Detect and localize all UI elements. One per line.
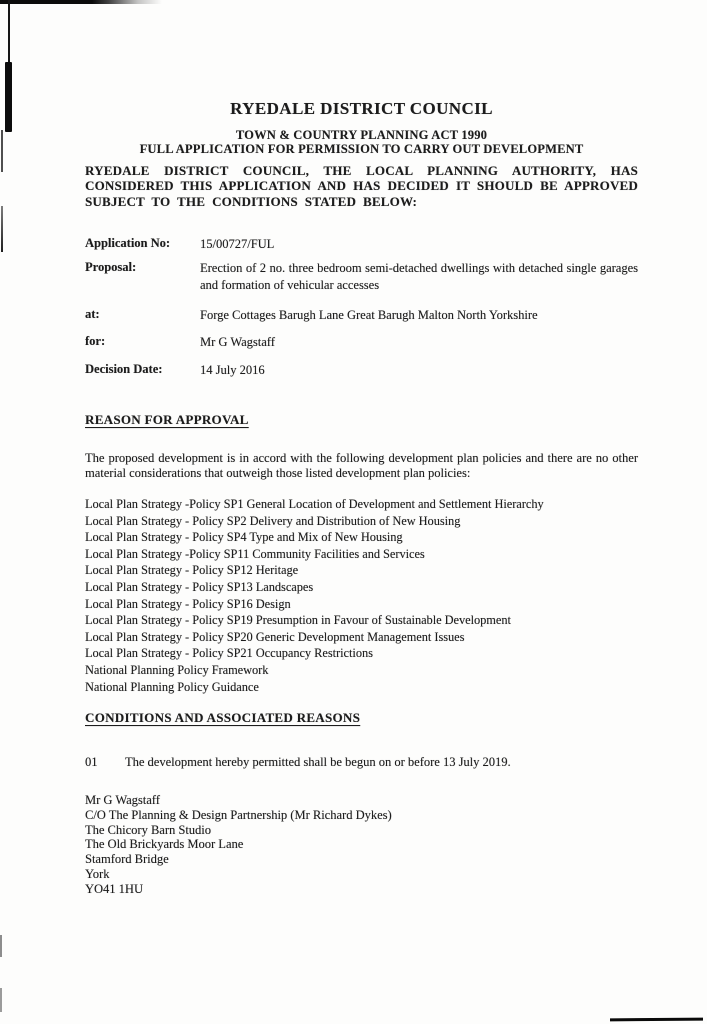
detail-row-proposal [85,260,638,293]
condition-text: The development hereby permitted shall be begun on or before 13 July 2019. [125,755,511,769]
decision-statement: RYEDALE DISTRICT COUNCIL, THE LOCAL PLANNING AUTHORITY, HAS CONSIDERED THIS APPLICATION AND HAS DECIDED IT SHOULD BE APPROVED SUBJECT TO THE CONDITIONS STATED BELOW: [85,163,638,209]
policy-item: Local Plan Strategy - Policy SP13 Landscapes [85,579,314,594]
policy-item: Local Plan Strategy - Policy SP12 Heritage [85,563,299,578]
at-value: Forge Cottages Barugh Lane Great Barugh Malton North Yorkshire [200,308,538,322]
decision-date-label: Decision Date: [85,362,163,376]
scan-artifact-left-blob [5,62,12,132]
detail-row-for [85,334,638,351]
address-line: The Chicory Barn Studio [85,822,212,837]
address-line: Mr G Wagstaff [85,793,160,807]
at-label: at: [85,307,100,321]
scan-artifact-bottom-bar [610,1018,703,1022]
address-line: The Old Brickyards Moor Lane [85,837,244,852]
policy-item: Local Plan Strategy -Policy SP11 Community Facilities and Services [85,546,425,561]
policy-item: Local Plan Strategy - Policy SP19 Presumption in Favour of Sustainable Development [85,613,511,628]
policy-item: Local Plan Strategy -Policy SP1 General Location of Development and Settlement Hierarchy [85,497,544,511]
scan-artifact-left-line [8,0,10,64]
council-title: RYEDALE DISTRICT COUNCIL [230,99,493,118]
recipient-address [85,793,392,897]
condition-number: 01 [85,755,98,769]
scan-artifact-left-segment [1,206,3,252]
reason-paragraph: The proposed development is in accord with the following development plan policies and there are no other material considerations that outweigh those listed development plan policies: [85,451,638,481]
policy-item: Local Plan Strategy - Policy SP20 Generic Development Management Issues [85,629,465,644]
detail-row-at [85,307,638,324]
scan-artifact-left-thin [1,130,3,172]
policy-list [85,496,650,695]
address-line: Stamford Bridge [85,852,169,867]
policy-item: Local Plan Strategy - Policy SP4 Type and Mix of New Housing [85,530,403,545]
scan-artifact-top-edge [0,0,162,4]
scan-artifact-left-lower-1 [0,935,2,957]
proposal-label: Proposal: [85,260,137,274]
reason-for-approval-heading: REASON FOR APPROVAL [85,412,249,427]
policy-item: Local Plan Strategy - Policy SP21 Occupancy Restrictions [85,646,373,661]
planning-act-line: TOWN & COUNTRY PLANNING ACT 1990 [235,128,488,142]
condition-item [85,755,638,770]
detail-row-decision-date [85,362,638,379]
application-no-value: 15/00727/FUL [200,237,275,251]
application-no-label: Application No: [85,236,171,250]
address-line: York [85,866,110,881]
address-line: C/O The Planning & Design Partnership (Mr Richard Dykes) [85,807,392,822]
policy-item: National Planning Policy Guidance [85,679,259,694]
application-type-line: FULL APPLICATION FOR PERMISSION TO CARRY OUT DEVELOPMENT [139,142,584,156]
address-line: YO41 1HU [85,881,143,896]
conditions-heading: CONDITIONS AND ASSOCIATED REASONS [85,710,361,725]
policy-item: National Planning Policy Framework [85,662,269,677]
policy-item: Local Plan Strategy - Policy SP2 Delivery and Distribution of New Housing [85,513,461,528]
proposal-value: Erection of 2 no. three bedroom semi-detached dwellings with detached single garages and formation of vehicular accesses [200,261,638,292]
policy-item: Local Plan Strategy - Policy SP16 Design [85,596,291,611]
scan-artifact-left-lower-2 [0,988,2,1012]
for-label: for: [85,334,106,348]
decision-date-value: 14 July 2016 [200,363,265,377]
detail-row-application-no [85,236,638,253]
for-value: Mr G Wagstaff [200,335,275,349]
